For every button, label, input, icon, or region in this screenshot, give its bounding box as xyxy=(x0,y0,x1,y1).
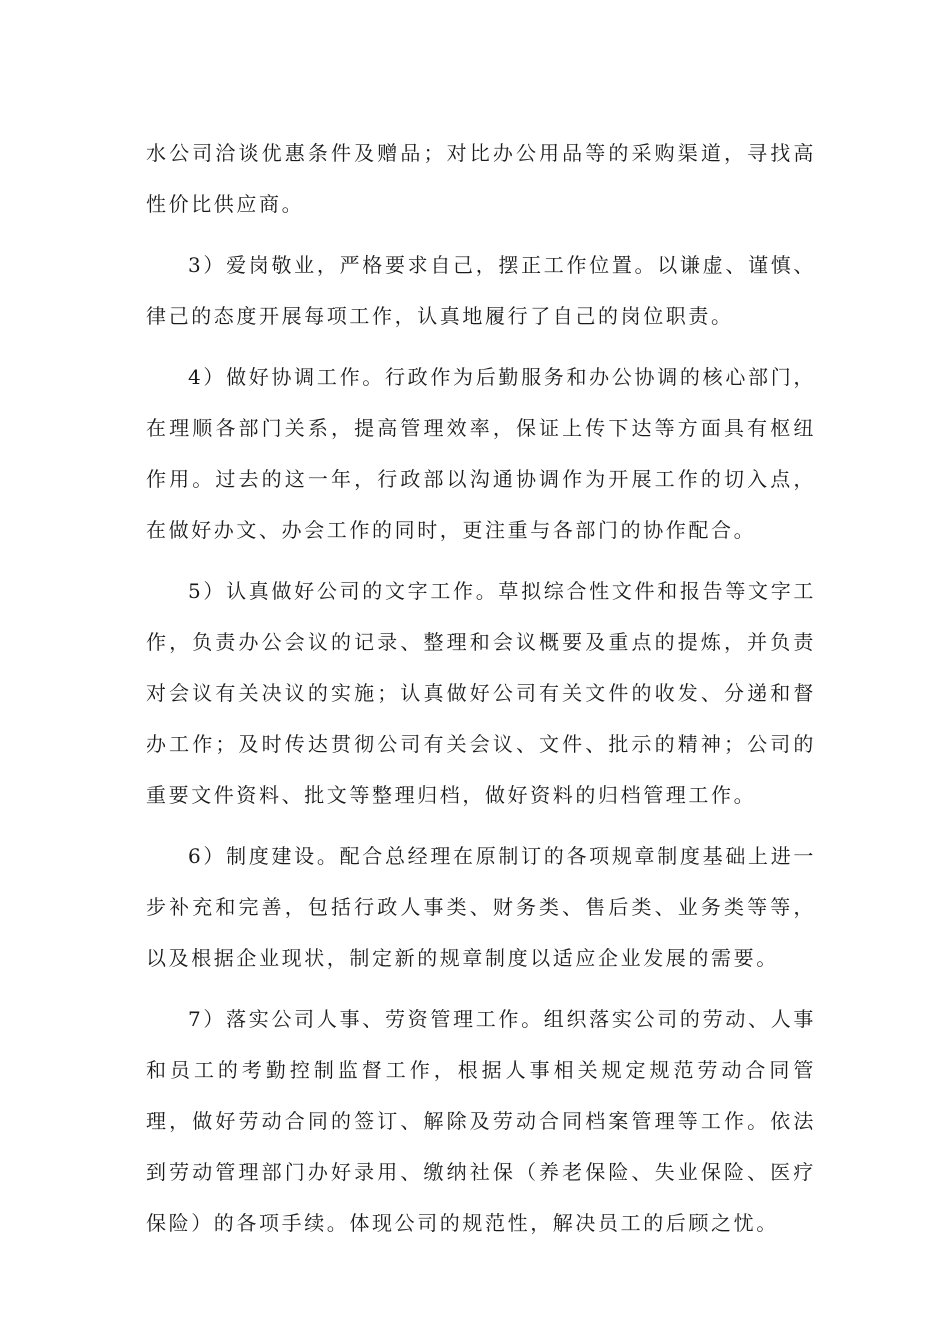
paragraph-item-5: 5）认真做好公司的文字工作。草拟综合性文件和报告等文字工作，负责办公会议的记录、整理和会议概要及重点的提炼，并负责对会议有关决议的实施；认真做好公司有关文件的收发、分递和督办工作；及时传达贯彻公司有关会议、文件、批示的精神；公司的重要文件资料、批文等整理归档，做好资料的归档管理工作。 xyxy=(146,579,816,807)
paragraph-item-7: 7）落实公司人事、劳资管理工作。组织落实公司的劳动、人事和员工的考勤控制监督工作，根据人事相关规定规范劳动合同管理，做好劳动合同的签订、解除及劳动合同档案管理等工作。依法到劳动管理部门办好录用、缴纳社保（养老保险、失业保险、医疗保险）的各项手续。体现公司的规范性，解决员工的后顾之忧。 xyxy=(146,1007,816,1235)
document-body xyxy=(146,128,816,1259)
paragraph-item-4: 4）做好协调工作。行政作为后勤服务和办公协调的核心部门，在理顺各部门关系，提高管理效率，保证上传下达等方面具有枢纽作用。过去的这一年，行政部以沟通协调作为开展工作的切入点，在做好办文、办会工作的同时，更注重与各部门的协作配合。 xyxy=(146,365,816,542)
paragraph-item-3: 3）爱岗敬业，严格要求自己，摆正工作位置。以谦虚、谨慎、律己的态度开展每项工作，认真地履行了自己的岗位职责。 xyxy=(146,253,816,328)
paragraph-item-6: 6）制度建设。配合总经理在原制订的各项规章制度基础上进一步补充和完善，包括行政人事类、财务类、售后类、业务类等等，以及根据企业现状，制定新的规章制度以适应企业发展的需要。 xyxy=(146,844,816,970)
paragraph-continuation: 水公司洽谈优惠条件及赠品；对比办公用品等的采购渠道，寻找高性价比供应商。 xyxy=(146,141,816,216)
